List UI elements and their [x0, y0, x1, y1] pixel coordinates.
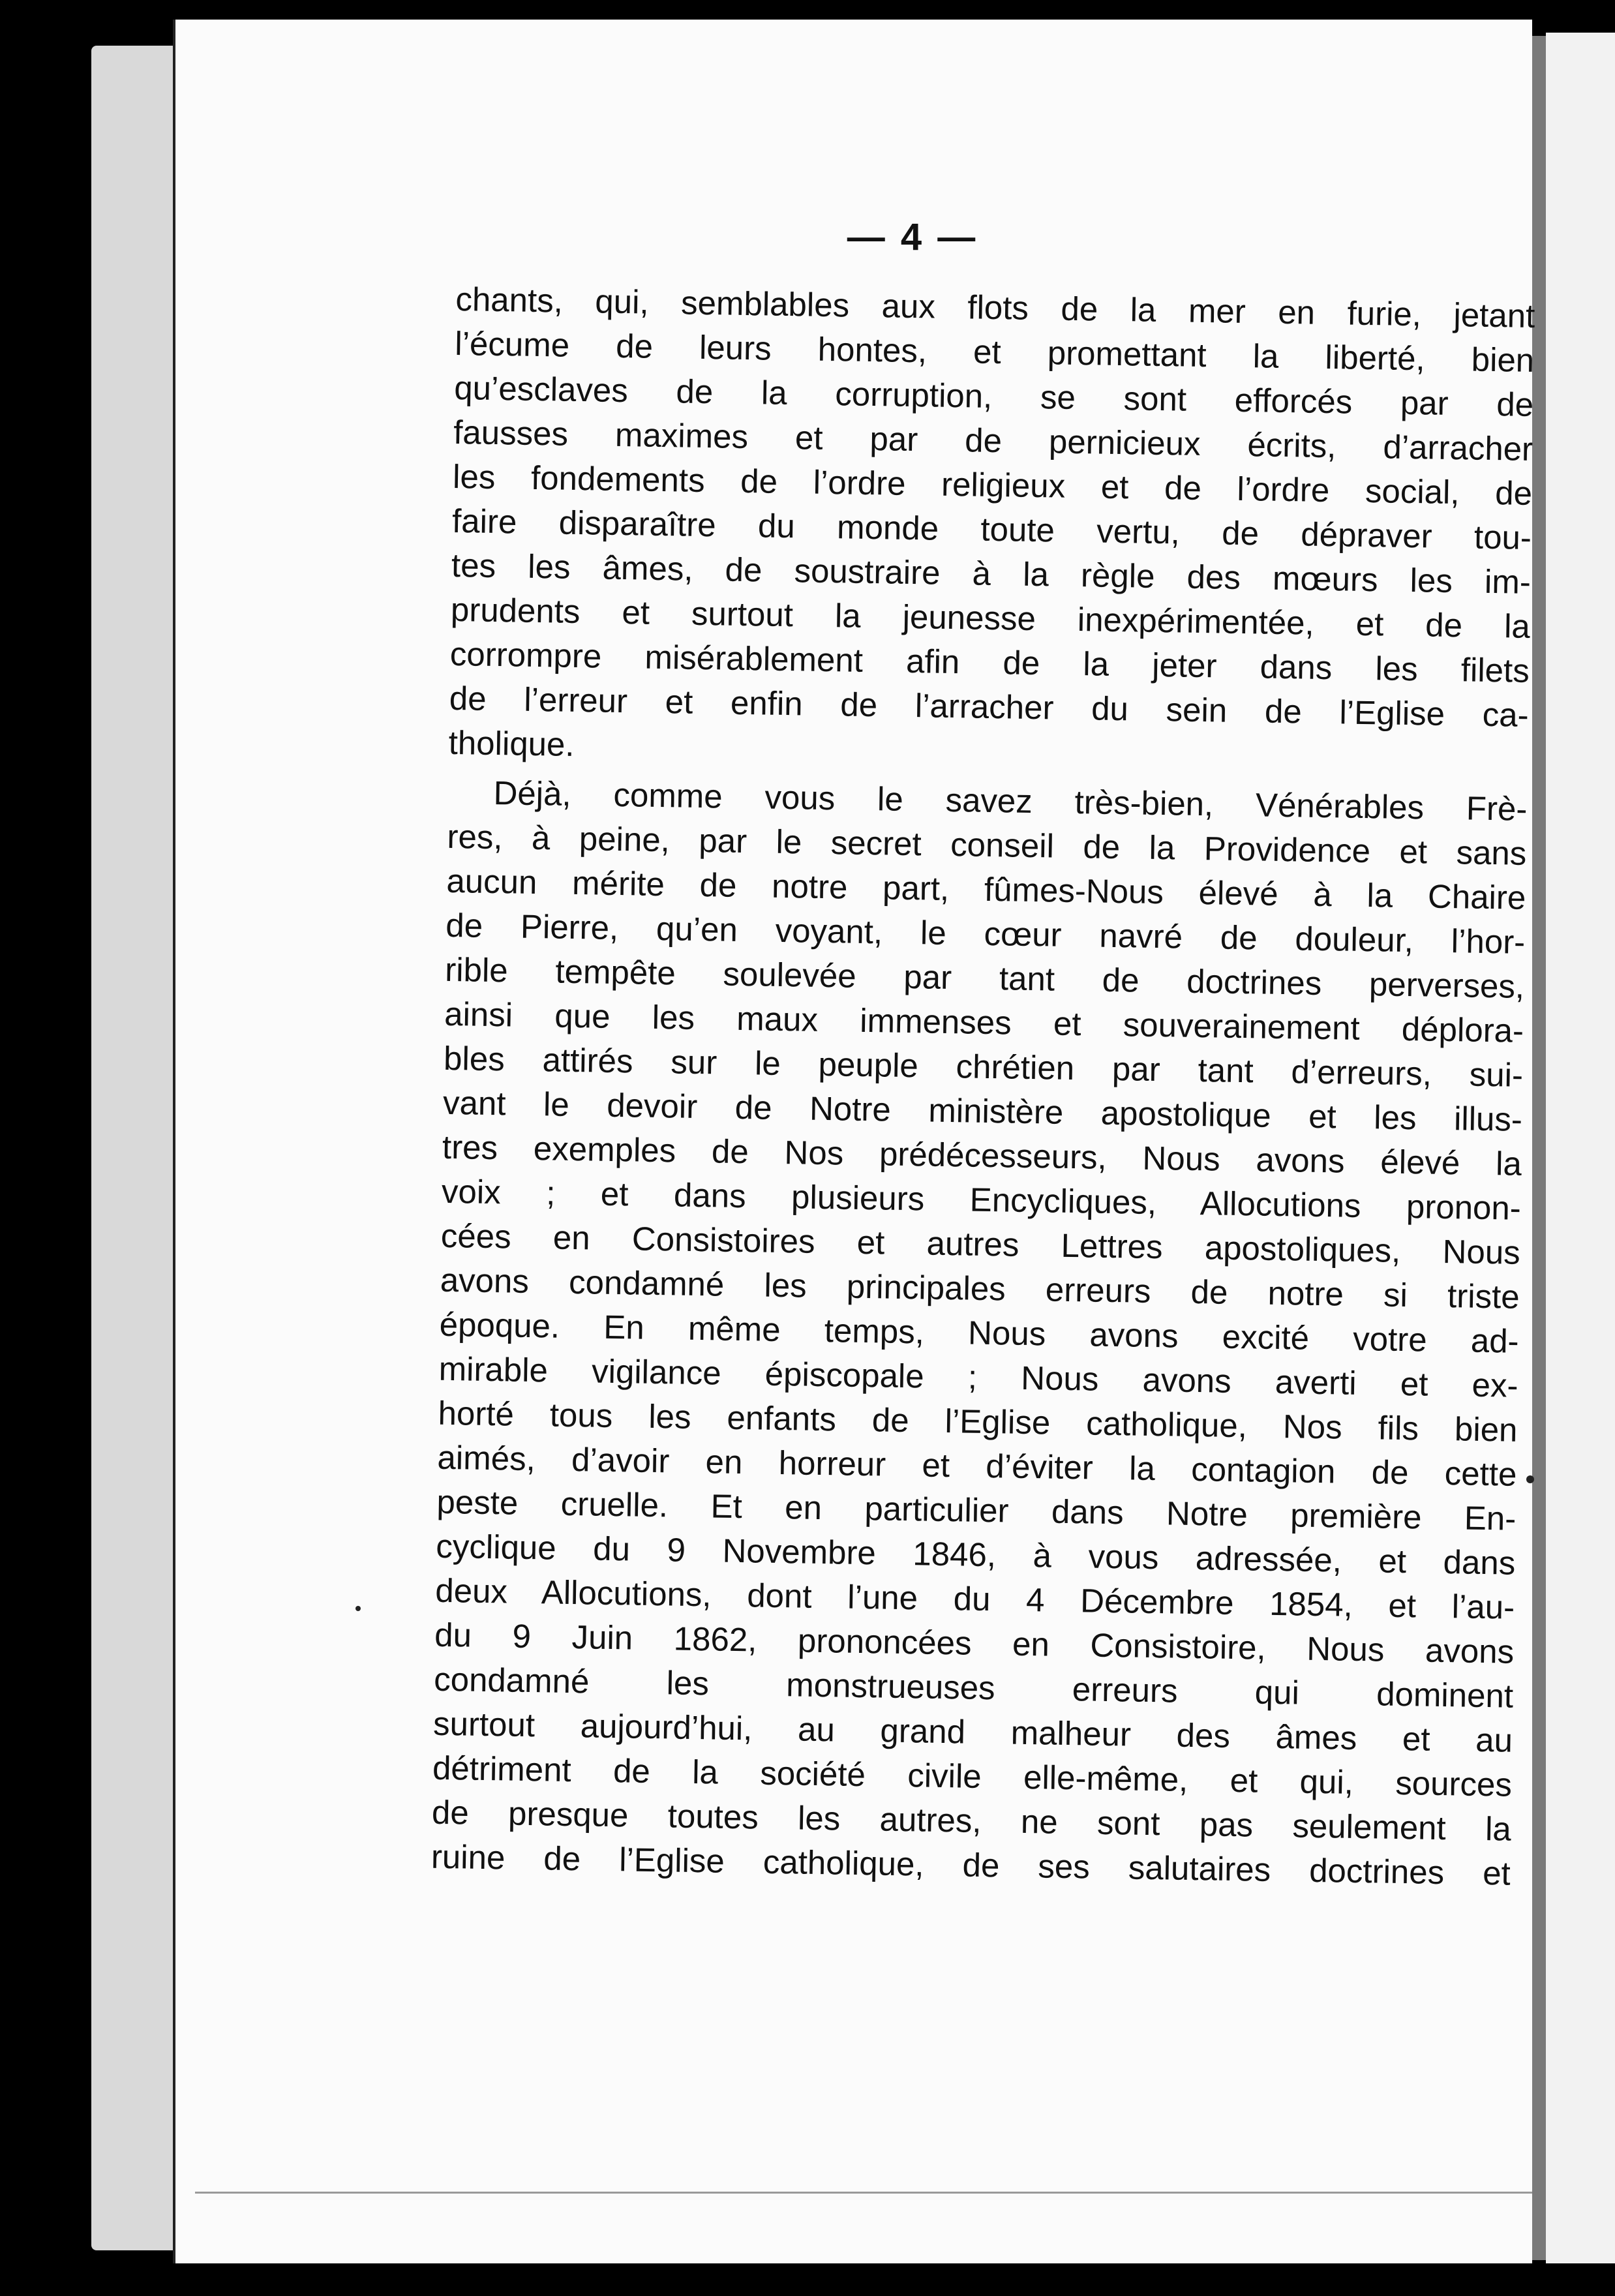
text-line: qu’esclaves de la corruption, se sont efforcés par de — [453, 369, 1534, 423]
text-line: tes les âmes, de soustraire à la règle des mœurs les im- — [451, 546, 1532, 601]
text-line: tholique. — [448, 723, 575, 763]
text-line: l’écume de leurs hontes, et promettant la liberté, bien — [454, 324, 1535, 379]
text-line: du 9 Juin 1862, prononcées en Consistoire, Nous avons — [434, 1616, 1515, 1670]
text-line: tres exemples de Nos prédécesseurs, Nous avons élevé la — [442, 1128, 1522, 1183]
text-line: ruine de l’Eglise catholique, de ses salutaires doctrines et — [430, 1837, 1511, 1892]
text-line: horté tous les enfants de l’Eglise catholique, Nos fils bien — [438, 1394, 1518, 1449]
paragraph-2 — [430, 770, 1527, 1896]
body-text — [430, 277, 1535, 1896]
text-line: aucun mérite de notre part, fûmes-Nous élevé à la Chaire — [446, 862, 1526, 916]
text-line: corrompre misérablement afin de la jeter dans les filets — [449, 635, 1530, 689]
text-line: deux Allocutions, dont l’une du 4 Décembre 1854, et l’au- — [434, 1571, 1515, 1626]
text-line: voix ; et dans plusieurs Encycliques, Allocutions pronon- — [441, 1172, 1522, 1227]
text-line: peste cruelle. Et en particulier dans Notre première En- — [436, 1483, 1517, 1537]
text-line: de Pierre, qu’en voyant, le cœur navré de douleur, l’hor- — [445, 906, 1526, 961]
text-line: bles attirés sur le peuple chrétien par tant d’erreurs, sui- — [443, 1039, 1524, 1094]
text-line: vant le devoir de Notre ministère apostolique et les illus- — [442, 1083, 1523, 1138]
text-line: aimés, d’avoir en horreur et d’éviter la contagion de cette — [437, 1438, 1517, 1493]
text-line: faire disparaître du monde toute vertu, de dépraver tou- — [451, 502, 1532, 556]
text-line: avons condamné les principales erreurs de notre si triste — [440, 1261, 1520, 1316]
text-line: époque. En même temps, Nous avons excité votre ad- — [439, 1305, 1520, 1360]
text-line: Déjà, comme vous le savez très-bien, Vénérables Frè- — [493, 774, 1528, 828]
text-line: les fondements de l’ordre religieux et de l’ordre social, de — [452, 457, 1533, 512]
text-line: surtout aujourd’hui, au grand malheur des âmes et au — [432, 1704, 1513, 1759]
text-line: cyclique du 9 Novembre 1846, à vous adressée, et dans — [435, 1527, 1516, 1582]
page-number: — 4 — — [847, 216, 978, 258]
text-line: cées en Consistoires et autres Lettres apostoliques, Nous — [440, 1216, 1521, 1271]
text-line: de l’erreur et enfin de l’arracher du sein de l’Eglise ca- — [449, 679, 1530, 734]
text-line: condamné les monstrueuses erreurs qui dominent — [433, 1660, 1514, 1715]
scan-speck — [1526, 1475, 1534, 1483]
text-line: ainsi que les maux immenses et souverainement déplora- — [444, 995, 1524, 1050]
scan-speck — [355, 1606, 361, 1611]
text-line: chants, qui, semblables aux flots de la mer en furie, jetant — [455, 280, 1535, 335]
paragraph-1 — [448, 277, 1535, 782]
text-line: res, à peine, par le secret conseil de la Providence et sans — [447, 817, 1527, 872]
text-line: détriment de la société civile elle-même, et qui, sources — [432, 1749, 1513, 1804]
text-line: fausses maximes et par de pernicieux écrits, d’arracher — [453, 413, 1533, 468]
text-line: de presque toutes les autres, ne sont pas seulement la — [431, 1793, 1512, 1848]
text-line: prudents et surtout la jeunesse inexpérimentée, et de la — [450, 590, 1531, 645]
right-page-edge — [1546, 33, 1615, 2263]
scanned-page — [173, 20, 1535, 2263]
text-line: mirable vigilance épiscopale ; Nous avons averti et ex- — [438, 1350, 1518, 1404]
page-bottom-rule — [195, 2192, 1532, 2194]
text-line: rible tempête soulevée par tant de doctrines perverses, — [444, 950, 1525, 1005]
